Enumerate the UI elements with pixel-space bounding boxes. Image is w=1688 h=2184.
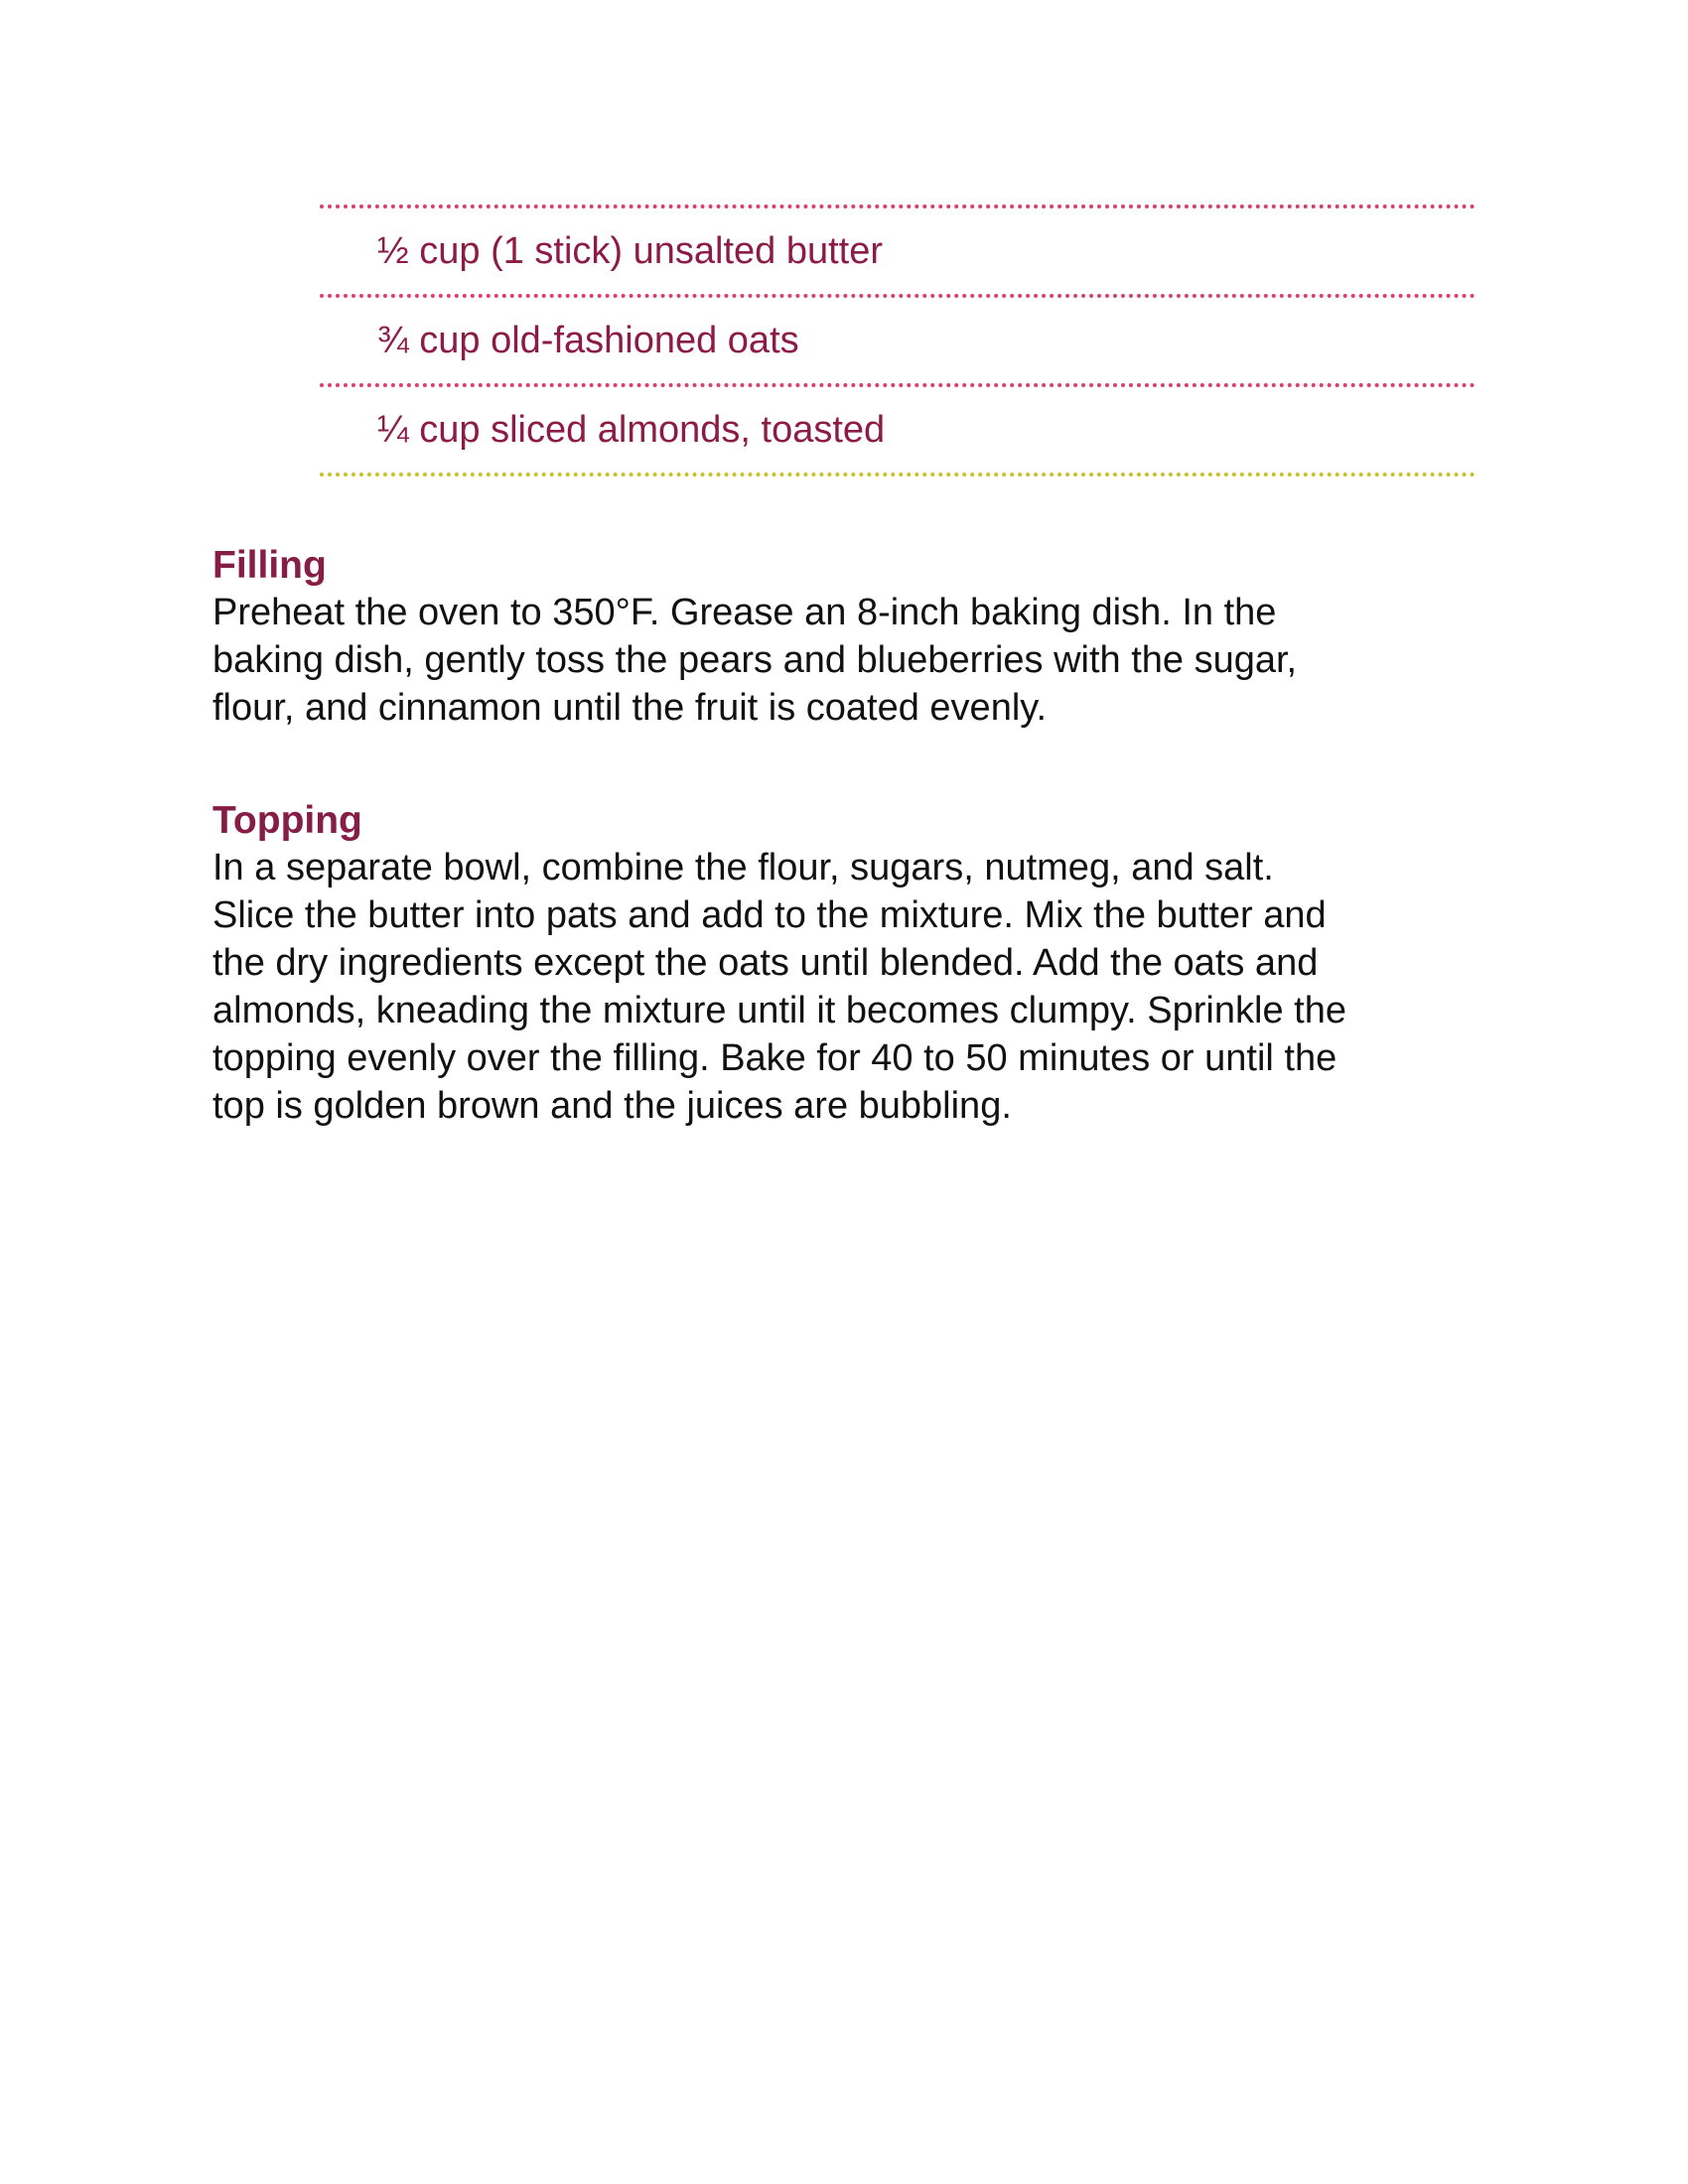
filling-instructions <box>212 589 1503 732</box>
instruction-line: the dry ingredients except the oats until blended. Add the oats and <box>212 942 1319 984</box>
filling-section <box>212 543 1503 732</box>
instruction-line: flour, and cinnamon until the fruit is coated evenly. <box>212 687 1048 729</box>
topping-section <box>212 798 1503 1130</box>
instruction-line: Slice the butter into pats and add to the mixture. Mix the butter and <box>212 894 1327 936</box>
topping-heading: Topping <box>212 799 362 842</box>
instruction-line: almonds, kneading the mixture until it becomes clumpy. Sprinkle the <box>212 990 1346 1031</box>
dotted-divider <box>320 473 1476 477</box>
filling-heading: Filling <box>212 544 327 587</box>
ingredient-item: ¼ cup sliced almonds, toasted <box>377 409 886 451</box>
ingredient-item: ½ cup (1 stick) unsalted butter <box>377 230 884 272</box>
ingredient-list <box>320 205 1476 477</box>
instruction-line: baking dish, gently toss the pears and blueberries with the sugar, <box>212 639 1298 681</box>
instruction-line: topping evenly over the filling. Bake for 40 to 50 minutes or until the <box>212 1037 1337 1079</box>
instruction-line: top is golden brown and the juices are bubbling. <box>212 1085 1012 1127</box>
topping-instructions <box>212 844 1503 1130</box>
instruction-line: Preheat the oven to 350°F. Grease an 8-inch baking dish. In the <box>212 592 1277 633</box>
ingredient-item: ¾ cup old-fashioned oats <box>377 320 799 361</box>
instruction-line: In a separate bowl, combine the flour, sugars, nutmeg, and salt. <box>212 847 1274 888</box>
